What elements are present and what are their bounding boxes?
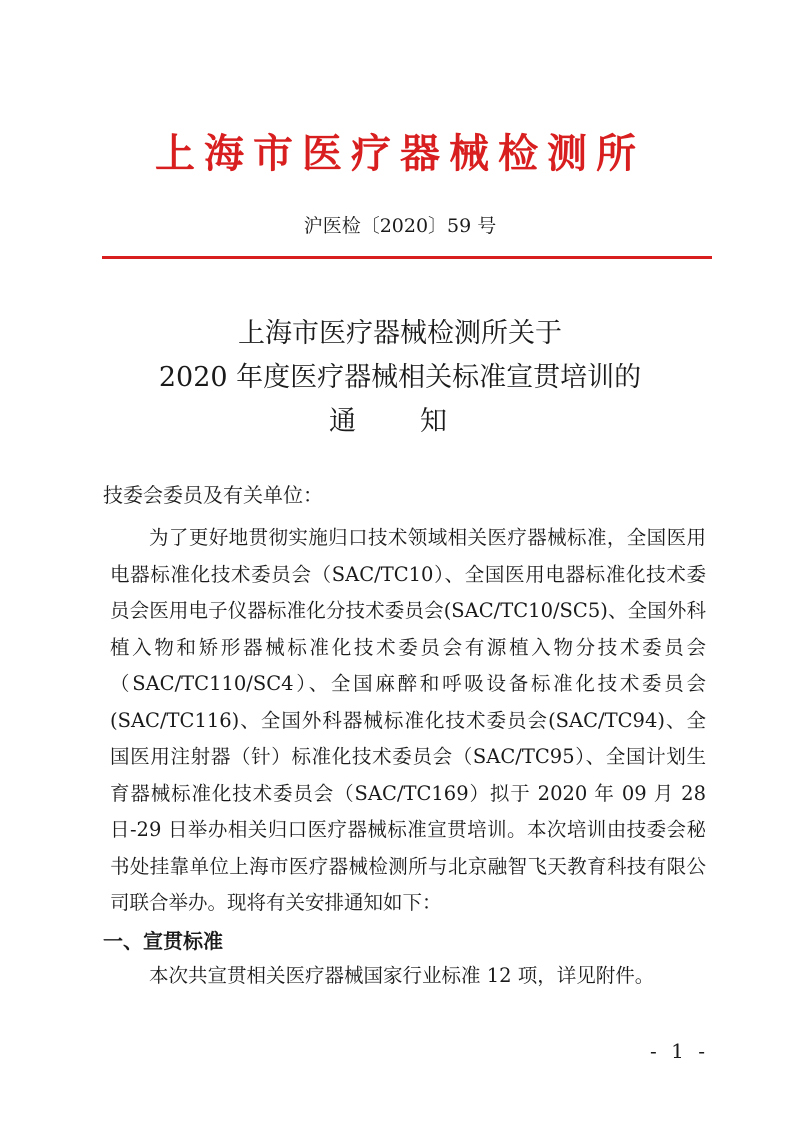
title-line-3: 通知 xyxy=(329,406,511,437)
title-line-1: 上海市医疗器械检测所关于 xyxy=(238,318,562,349)
letterhead-org-name: 上海市医疗器械检测所 xyxy=(155,130,645,177)
salutation: 技委会委员及有关单位： xyxy=(103,483,323,507)
section-body xyxy=(110,960,706,992)
body-paragraph: 为了更好地贯彻实施归口技术领域相关医疗器械标准，全国医用电器标准化技术委员会（SAC/TC10）、全国医用电器标准化技术委员会医用电子仪器标准化分技术委员会(SAC/TC10/SC5)、全国外科植入物和矫形器械标准化技术委员会有源植入物分技术委员会（SAC/TC110/SC4）、全国麻醉和呼吸设备标准化技术委员会(SAC/TC116)、全国外科器械标准化技术委员会(SAC/TC94)、全国医用注射器（针）标准化技术委员会（SAC/TC95）、全国计划生育器械标准化技术委员会（SAC/TC169）拟于 2020 年 09 月 28 日-29 日举办相关归口医疗器械标准宣贯培训。本次培训由技委会秘书处挂靠单位上海市医疗器械检测所与北京融智飞天教育科技有限公司联合举办。现将有关安排通知如下： xyxy=(110,526,706,914)
title-line-2: 2020 年度医疗器械相关标准宣贯培训的 xyxy=(158,362,642,393)
red-divider-line xyxy=(102,256,712,259)
notice-title xyxy=(0,312,800,444)
document-number: 沪医检〔2020〕59 号 xyxy=(303,215,497,237)
page-number: - 1 - xyxy=(650,1039,709,1063)
body-section xyxy=(110,520,706,922)
section-heading: 一、宣贯标准 xyxy=(103,929,223,953)
section-paragraph: 本次共宣贯相关医疗器械国家行业标准 12 项，详见附件。 xyxy=(149,964,655,987)
